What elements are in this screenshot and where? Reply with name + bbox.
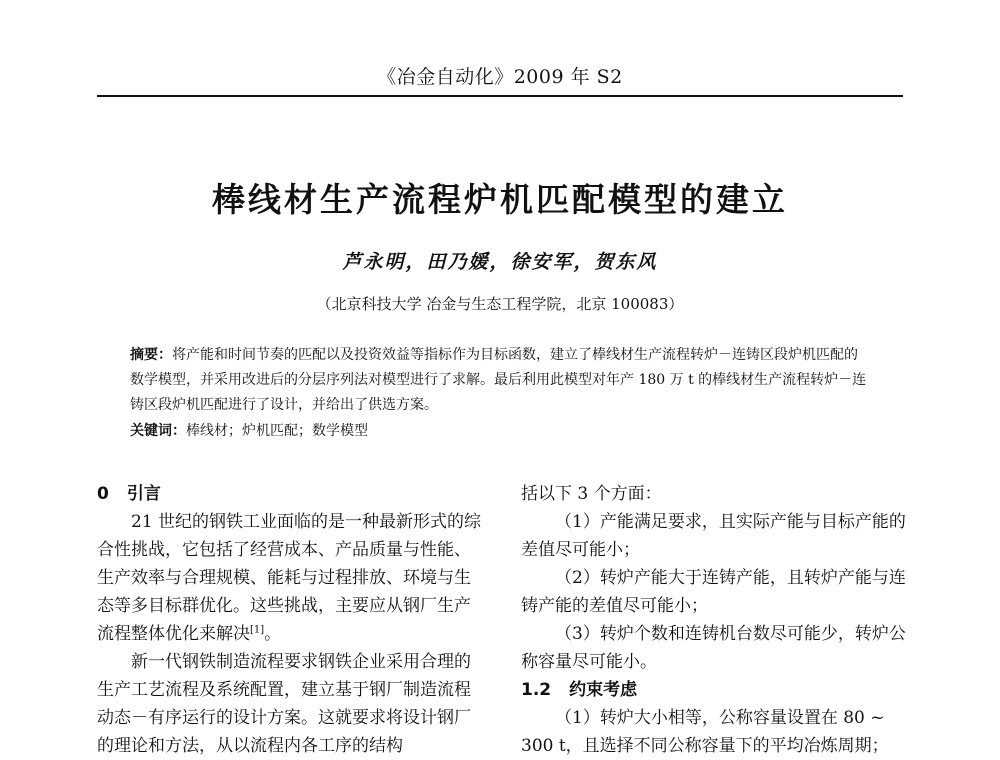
- section-number: 1.2: [521, 680, 552, 700]
- list-item-2: （2）转炉产能大于连铸产能，且转炉产能与连铸产能的差值尽可能小；: [521, 568, 906, 616]
- paragraph-1-text: 21 世纪的钢铁工业面临的是一种最新形式的综合性挑战，它包括了经营成本、产品质量与性能、生产效率与合理规模、能耗与过程排放、环境与生态等多目标群优化。这些挑战，主要应从钢厂生产流程整体优化来解决: [97, 512, 482, 644]
- list-item-1: （1）产能满足要求，且实际产能与目标产能的差值尽可能小；: [521, 512, 906, 560]
- keywords-text: 棒线材；炉机匹配；数学模型: [186, 423, 368, 439]
- left-column: [97, 480, 487, 760]
- section-number: 0: [97, 484, 109, 504]
- list-item-3: （3）转炉个数和连铸机台数尽可能少，转炉公称容量尽可能小。: [521, 624, 906, 672]
- header-rule: [97, 95, 903, 97]
- citation-ref: [1]: [250, 624, 265, 636]
- paragraph-2: 新一代钢铁制造流程要求钢铁企业采用合理的生产工艺流程及系统配置，建立基于钢厂制造流程动态－有序运行的设计方案。这就要求将设计钢厂的理论和方法，从以流程内各工序的结构: [97, 652, 471, 756]
- right-column: [521, 480, 906, 760]
- section-heading-constraints: [521, 676, 906, 704]
- abstract-text: 将产能和时间节奏的匹配以及投资效益等指标作为目标函数，建立了棒线材生产流程转炉－连铸区段炉机匹配的数学模型，并采用改进后的分层序列法对模型进行了求解。最后利用此模型对年产 180 万 t 的棒线材生产流程转炉－连铸区段炉机匹配进行了设计，并给出了供选方案。: [130, 347, 867, 413]
- journal-header: 《冶金自动化》2009 年 S2: [377, 66, 623, 88]
- authors: 芦永明，田乃媛，徐安军，贺东风: [342, 251, 658, 273]
- paragraph-1-end: 。: [264, 624, 282, 644]
- section-heading-introduction: [97, 480, 487, 508]
- section-title: 引言: [126, 484, 161, 504]
- paper-title: 棒线材生产流程炉机匹配模型的建立: [212, 180, 788, 219]
- abstract-label: 摘要：: [130, 347, 172, 363]
- keywords: [130, 419, 870, 444]
- list-item-4: （1）转炉大小相等，公称容量设置在 80 ~ 300 t，且选择不同公称容量下的平均冶炼周期；: [521, 708, 889, 756]
- abstract: [130, 343, 870, 418]
- section-title: 约束考虑: [569, 680, 638, 700]
- paragraph-continuation: 括以下 3 个方面：: [521, 484, 662, 504]
- affiliation: （北京科技大学 冶金与生态工程学院，北京 100083）: [316, 295, 684, 313]
- keywords-label: 关键词：: [130, 423, 186, 439]
- paragraph-1: [97, 508, 487, 648]
